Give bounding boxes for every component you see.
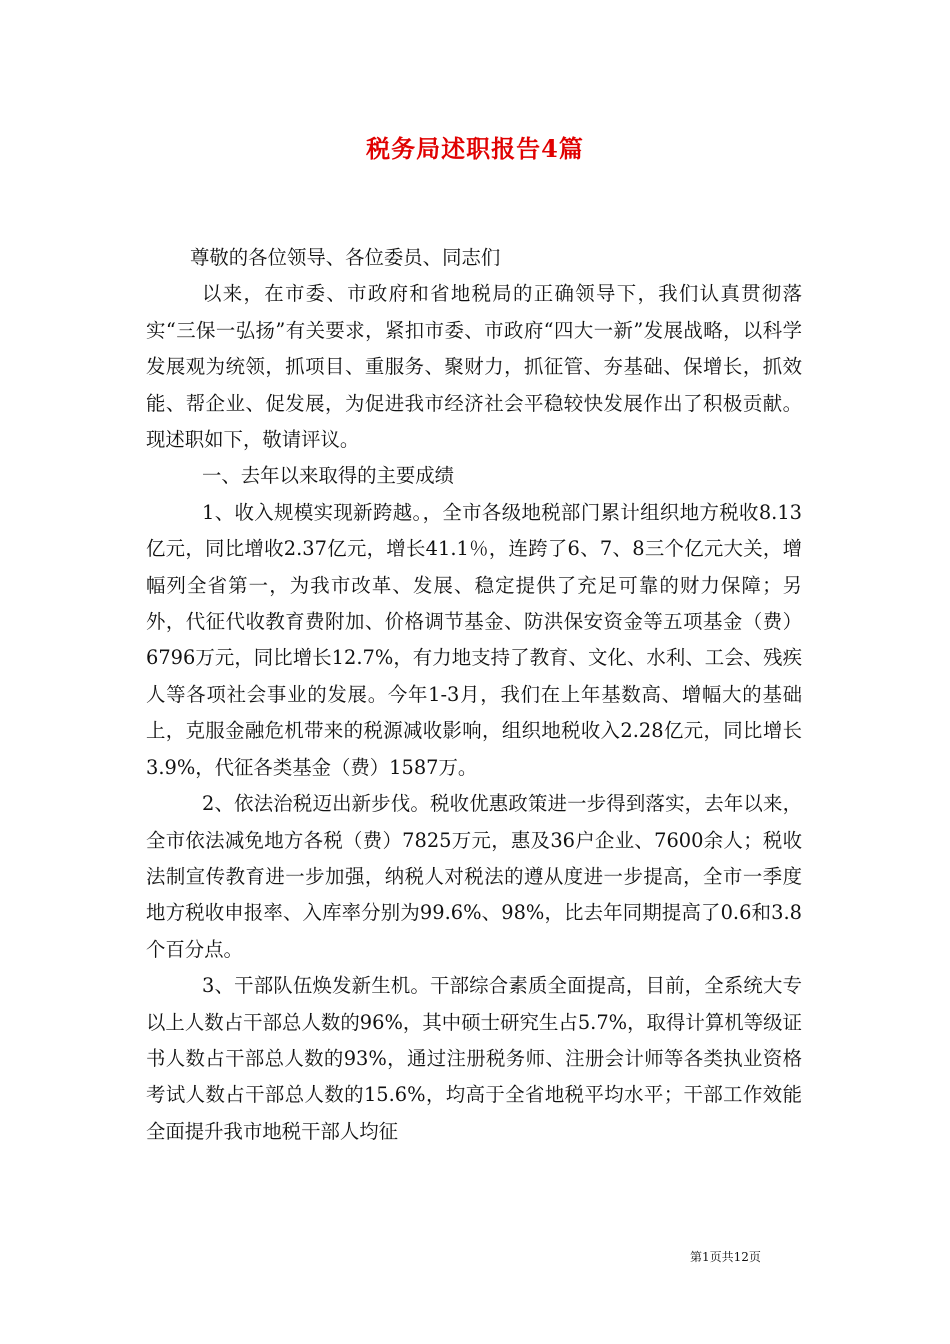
document-title: 税务局述职报告4篇 bbox=[366, 134, 584, 163]
paragraph-tax-law: 2、依法治税迈出新步伐。税收优惠政策进一步得到落实，去年以来，全市依法减免地方各税（费）7825万元，惠及36户企业、7600余人；税收法制宣传教育进一步加强，纳税人对税法的遵从度进一步提高，全市一季度地方税收申报率、入库率分别为99.6%、98%，比去年同期提高了0.6和3.8个百分点。 bbox=[146, 792, 802, 961]
paragraph-revenue: 1、收入规模实现新跨越。，全市各级地税部门累计组织地方税收8.13亿元，同比增收2.37亿元，增长41.1％，连跨了6、7、8三个亿元大关，增幅列全省第一，为我市改革、发展、稳定提供了充足可靠的财力保障；另外，代征代收教育费附加、价格调节基金、防洪保安资金等五项基金（费）6796万元，同比增长12.7%，有力地支持了教育、文化、水利、工会、残疾人等各项社会事业的发展。今年1-3月，我们在上年基数高、增幅大的基础上，克服金融危机带来的税源减收影响，组织地税收入2.28亿元，同比增长3.9%，代征各类基金（费）1587万。 bbox=[146, 500, 802, 779]
paragraph-intro: 以来，在市委、市政府和省地税局的正确领导下，我们认真贯彻落实“三保一弘扬”有关要求，紧扣市委、市政府“四大一新”发展战略，以科学发展观为统领，抓项目、重服务、聚财力，抓征管、夯基础、保增长，抓效能、帮企业、促发展，为促进我市经济社会平稳较快发展作出了积极贡献。现述职如下，敬请评议。 bbox=[146, 282, 802, 452]
salutation: 尊敬的各位领导、各位委员、同志们 bbox=[190, 246, 501, 269]
section-heading: 一、去年以来取得的主要成绩 bbox=[202, 464, 455, 488]
document-body bbox=[146, 240, 802, 1150]
paragraph-staff: 3、干部队伍焕发新生机。干部综合素质全面提高，目前，全系统大专以上人数占干部总人数的96%，其中硕士研究生占5.7%，取得计算机等级证书人数占干部总人数的93%，通过注册税务师、注册会计师等各类执业资格考试人数占干部总人数的15.6%，均高于全省地税平均水平；干部工作效能全面提升我市地税干部人均征 bbox=[146, 974, 802, 1143]
page-number: 第1页共12页 bbox=[690, 1250, 761, 1264]
